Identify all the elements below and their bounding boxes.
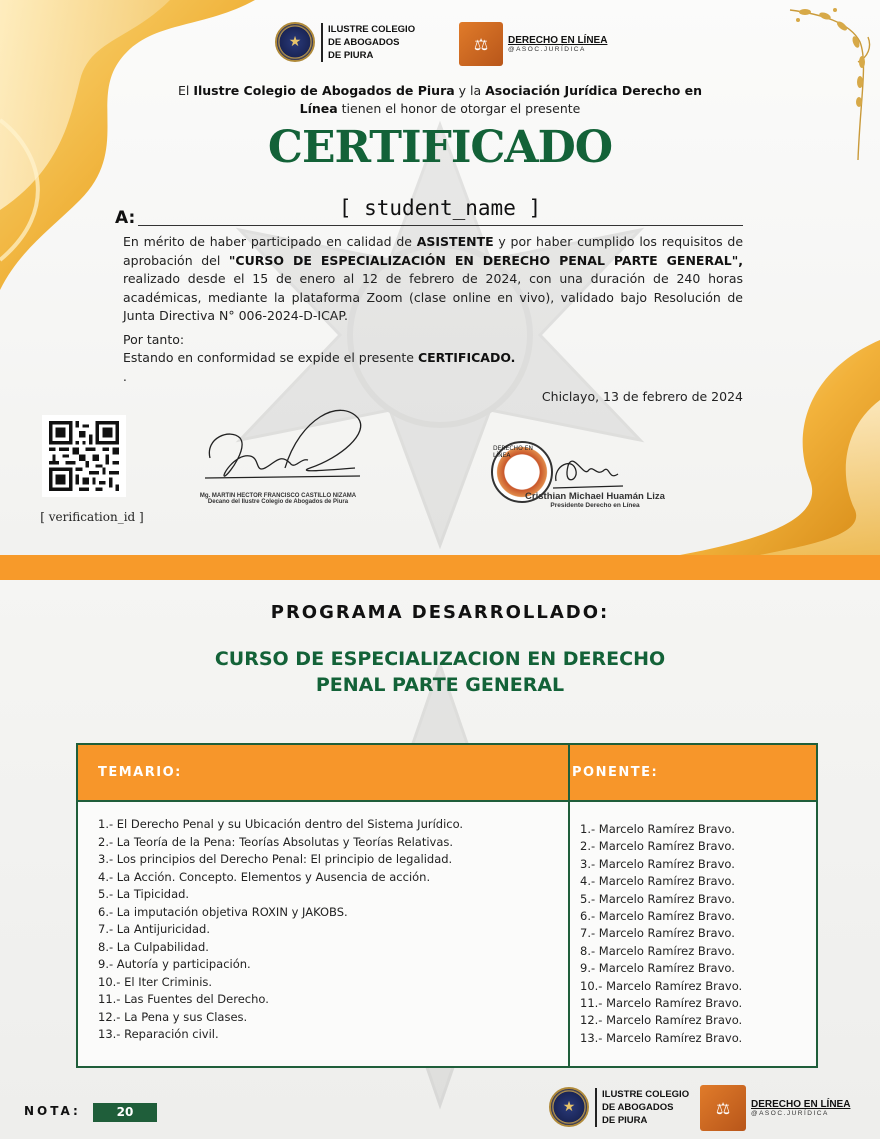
del-handle: @ASOC.JURÍDICA (508, 46, 586, 53)
list-item: 5.- Marcelo Ramírez Bravo. (580, 891, 735, 906)
list-item: 7.- La Antijuricidad. (98, 922, 210, 936)
recipient-underline (138, 225, 743, 226)
president-name: Cristhian Michael Huamán Liza (525, 491, 665, 502)
signature-dean-icon (190, 398, 370, 493)
list-item: 4.- Marcelo Ramírez Bravo. (580, 874, 735, 889)
list-item: 7.- Marcelo Ramírez Bravo. (580, 926, 735, 941)
recipient-name: [ student_name ] (338, 196, 542, 220)
president-signature-block (495, 491, 695, 509)
list-item: 2.- La Teoría de la Pena: Teorías Absolutas y Teorías Relativas. (98, 834, 454, 849)
recipient-label: A: (115, 208, 136, 228)
list-item: 1.- El Derecho Penal y su Ubicación dentro del Sistema Jurídico. (98, 817, 464, 831)
list-item: 6.- Marcelo Ramírez Bravo. (580, 909, 735, 924)
list-item: 11.- Marcelo Ramírez Bravo. (580, 996, 743, 1011)
list-item: 4.- La Acción. Concepto. Elementos y Ausencia de acción. (98, 869, 431, 884)
dean-title: Decano del Ilustre Colegio de Abogados de Piura (207, 499, 349, 505)
president-title: Presidente Derecho en Línea (550, 502, 640, 509)
list-item: 6.- La imputación objetiva ROXIN y JAKOBS. (98, 904, 348, 919)
program-table-header (78, 745, 816, 802)
gold-wave-right-decoration (640, 340, 880, 555)
por-tanto: Por tanto: (123, 332, 185, 347)
topics-list (98, 816, 548, 1044)
derecho-en-linea-stamp-icon: DERECHO EN LÍNEA (491, 441, 553, 503)
footer-colegio-logo (549, 1087, 689, 1127)
program-heading: PROGRAMA DESARROLLADO: (270, 602, 610, 623)
conformity-text: Estando en conformidad se expide el presente CERTIFICADO. (123, 350, 516, 365)
list-item: 8.- La Culpabilidad. (98, 939, 209, 954)
list-item: 3.- Los principios del Derecho Penal: El principio de legalidad. (98, 852, 453, 866)
topics-column-header: TEMARIO: (98, 765, 182, 780)
scales-of-justice-icon: ⚖ (700, 1085, 746, 1131)
list-item: 10.- Marcelo Ramírez Bravo. (580, 978, 743, 993)
bar-association-seal-icon: ★ (549, 1087, 589, 1127)
list-item: 12.- Marcelo Ramírez Bravo. (580, 1013, 743, 1028)
speakers-list (580, 821, 810, 1047)
issue-date: Chiclayo, 13 de febrero de 2024 (541, 389, 743, 404)
list-item: 9.- Marcelo Ramírez Bravo. (580, 961, 735, 976)
colegio-name: ILUSTRE COLEGIO DE ABOGADOS DE PIURA (321, 23, 415, 62)
footer-del-name: DERECHO EN LÍNEA (751, 1099, 851, 1110)
certificate-front (0, 0, 880, 555)
list-item: 3.- Marcelo Ramírez Bravo. (580, 856, 735, 871)
orange-divider-band (0, 555, 880, 580)
footer-del-handle: @ASOC.JURÍDICA (751, 1110, 829, 1117)
footer-colegio-name: ILUSTRE COLEGIO DE ABOGADOS DE PIURA (595, 1088, 689, 1127)
dean-signature-block (178, 493, 378, 505)
colegio-logo (275, 22, 415, 62)
column-divider (568, 745, 570, 1066)
list-item: 5.- La Tipicidad. (98, 887, 190, 901)
grade-label: NOTA: (24, 1104, 81, 1118)
intro-text: El Ilustre Colegio de Abogados de Piura y la Asociación Jurídica Derecho en Línea tienen el honor de otorgar el presente (177, 83, 703, 116)
list-item: 2.- Marcelo Ramírez Bravo. (580, 839, 735, 854)
list-item: 12.- La Pena y sus Clases. (98, 1009, 248, 1024)
list-item: 10.- El Iter Criminis. (98, 974, 213, 989)
list-item: 8.- Marcelo Ramírez Bravo. (580, 943, 735, 958)
scales-of-justice-icon: ⚖ (459, 22, 503, 66)
bar-association-seal-icon: ★ (275, 22, 315, 62)
verification-id: [ verification_id ] (40, 510, 144, 524)
certificate-title: CERTIFICADO (267, 122, 613, 173)
course-title: CURSO DE ESPECIALIZACION EN DERECHO PENAL PARTE GENERAL (214, 648, 666, 696)
list-item: 11.- Las Fuentes del Derecho. (98, 992, 269, 1006)
dean-name: Mg. MARTIN HECTOR FRANCISCO CASTILLO NIZAMA (199, 493, 357, 499)
list-item: 9.- Autoría y participación. (98, 957, 251, 971)
gold-floral-corner-icon (780, 2, 875, 162)
program-table (76, 743, 818, 1068)
list-item: 1.- Marcelo Ramírez Bravo. (580, 822, 735, 836)
footer-derecho-en-linea-logo (700, 1085, 850, 1131)
certificate-body: En mérito de haber participado en calidad de ASISTENTE y por haber cumplido los requisitos de aprobación del "CURSO DE ESPECIALIZACIÓN EN DERECHO PENAL PARTE GENERAL", realizado desde el 15 de enero al 12 de febrero de 2024, con una duración de 240 horas académicas, mediante la plataforma Zoom (clase online en vivo), validado bajo Resolución de Junta Directiva N° 006-2024-D-ICAP. (123, 234, 744, 323)
signature-president-icon (548, 446, 628, 496)
del-name: DERECHO EN LÍNEA (508, 35, 608, 46)
speaker-column-header: PONENTE: (572, 765, 659, 780)
list-item: 13.- Reparación civil. (98, 1027, 219, 1041)
derecho-en-linea-logo (459, 22, 607, 66)
grade-value: 20 (93, 1103, 157, 1122)
stray-dot: . (123, 370, 127, 384)
list-item: 13.- Marcelo Ramírez Bravo. (580, 1030, 743, 1045)
qr-code-icon[interactable] (42, 415, 126, 497)
